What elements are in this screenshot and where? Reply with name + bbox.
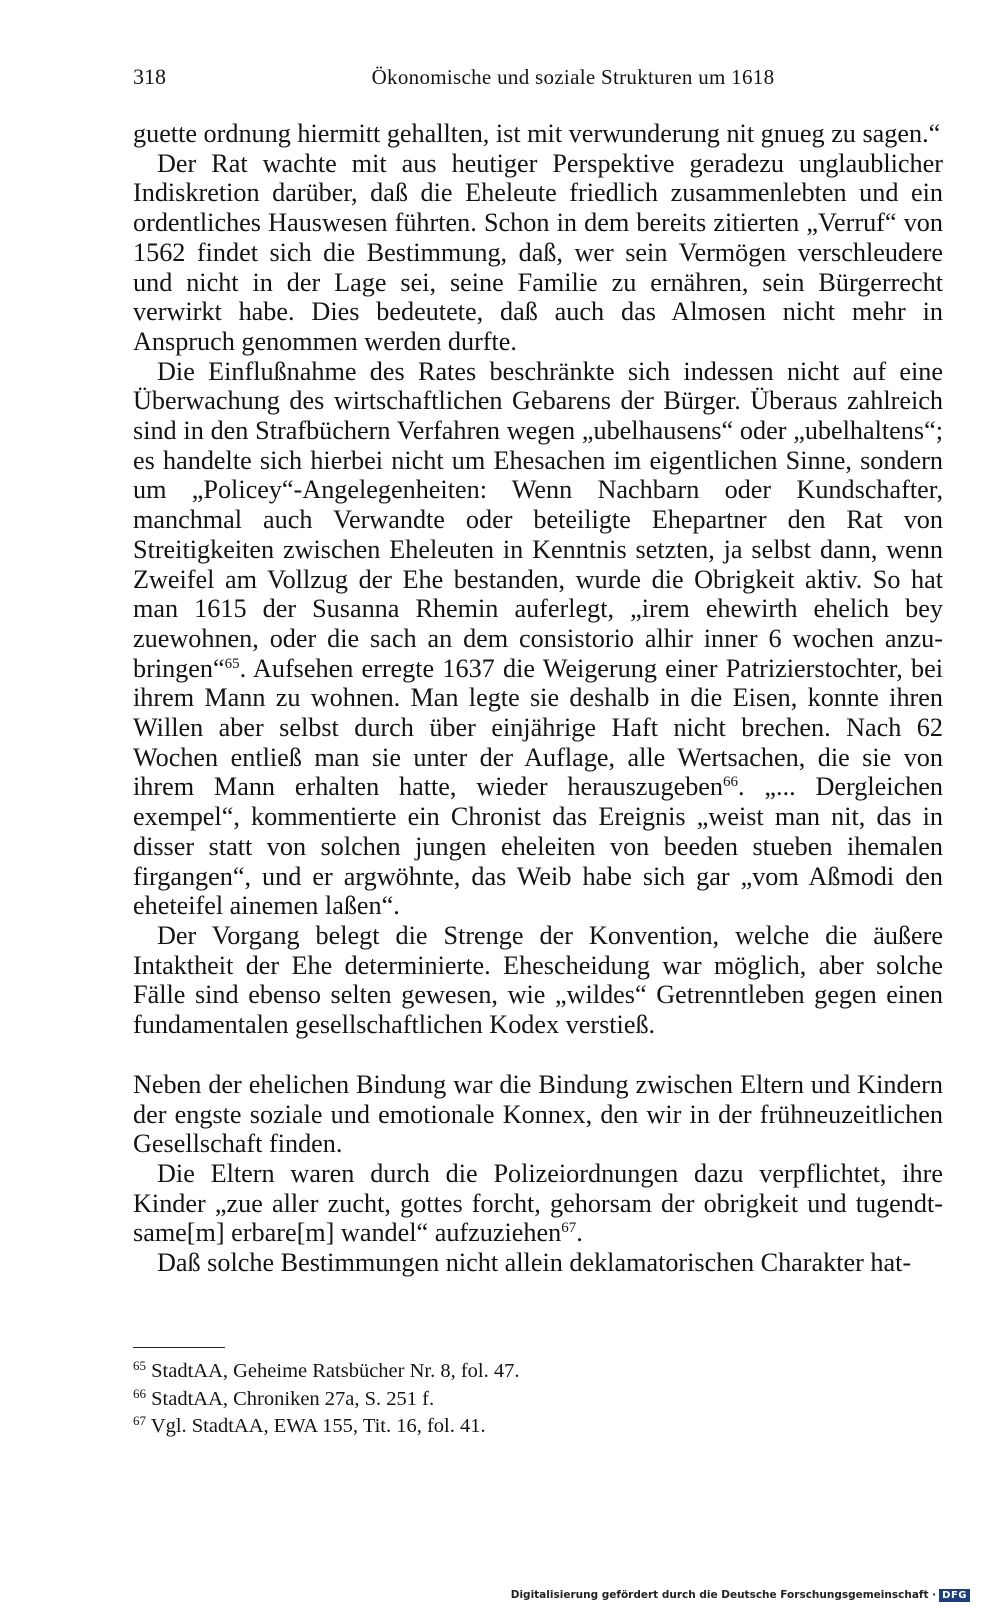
paragraph-text: . „... Dergleichen exempel“, kommentierte ein Chronist das Ereignis „weist man nit, das in disser statt von solchen jungen eheleiten von beeden stueben ihemalen firgangen“, und er argwöhnte, das Weib habe sich gar „vom Aßmodi den eheteifel ainemen laßen“. (133, 772, 943, 921)
page-number: 318 (133, 64, 166, 89)
footnote (133, 1413, 913, 1441)
footnote-divider (133, 1347, 225, 1348)
digitization-credit (511, 1586, 970, 1604)
paragraph-text: . Aufsehen erregte 1637 die Weigerung einer Patrizierstochter, bei ihrem Mann zu wohnen. Man legte sie deshalb in die Eisen, konnte ihren Willen aber selbst durch über einjährige Haft nicht brechen. Nach 62 Wochen entließ man sie unter der Auflage, alle Wertsachen, die sie von ihrem Mann erhalten hatte, wieder herauszugeben (133, 653, 943, 802)
paragraph-text: . (576, 1218, 583, 1248)
paragraph-text: Die Eltern waren durch die Polizeiordnungen dazu verpflichtet, ihre Kinder „zue aller zucht, gottes forcht, gehorsam der obrigkeit und tugendtsame[m] erbare[m] wandel“ aufzuziehen (133, 1158, 943, 1248)
footnote-ref-66[interactable]: 66 (723, 774, 739, 791)
footnote-text: StadtAA, Chroniken 27a, S. 251 f. (151, 1387, 435, 1410)
paragraph: Der Rat wachte mit aus heutiger Perspektive geradezu unglaublicher Indiskretion darüber, daß die Eheleute friedlich zusammenlebten und ein ordentliches Hauswesen führten. Schon in dem bereits zitierten „Verruf“ von 1562 findet sich die Bestimmung, daß, wer sein Vermögen verschleudere und nicht in der Lage sei, seine Familie zu ernähren, sein Bürgerrecht verwirkt habe. Dies bedeutete, daß auch das Almosen nicht mehr in Anspruch genommen werden durfte. (133, 148, 943, 356)
footnote-text: StadtAA, Geheime Ratsbücher Nr. 8, fol. 47. (151, 1360, 520, 1382)
paragraph (133, 1159, 943, 1248)
dfg-logo: DFG (939, 1589, 970, 1602)
footnote-ref-67[interactable]: 67 (561, 1220, 577, 1237)
footnotes (133, 1358, 913, 1441)
footnote (133, 1358, 913, 1386)
footnote-number: 67 (133, 1413, 146, 1428)
paragraph: Daß solche Bestimmungen nicht allein deklamatorischen Charakter hat- (157, 1248, 912, 1278)
running-header (133, 62, 943, 92)
footnote (133, 1386, 913, 1414)
paragraph: guette ordnung hiermitt gehallten, ist mit verwunderung nit gnueg zu sagen.“ (133, 119, 941, 148)
footnote-ref-65[interactable]: 65 (224, 655, 240, 672)
paragraph (133, 357, 943, 921)
paragraph-text: Die Einflußnahme des Rates beschränkte sich indessen nicht auf eine Überwachung des wirtschaftlichen Gebarens der Bürger. Überaus zahlreich sind in den Strafbüchern Verfahren wegen „ubelhausens“ oder „ubelhaltens“; es handelte sich hierbei nicht um Ehesachen im eigentlichen Sinne, sondern um „Policey“-Angelegenheiten: Wenn Nachbarn oder Kundschafter, manchmal auch Verwandte oder beteiligte Ehepartner den Rat von Streitigkeiten zwischen Eheleuten in Kenntnis setzten, ja selbst dann, wenn Zweifel am Vollzug der Ehe bestanden, wurde die Obrigkeit aktiv. So hat man 1615 der Susanna Rhemin auferlegt, „irem ehewirth ehelich bey zuewohnen, oder die sach an dem consistorio alhir inner 6 wochen anzubringen“ (133, 356, 943, 683)
paragraph: Der Vorgang belegt die Strenge der Konvention, welche die äußere Intaktheit der Ehe determinierte. Ehescheidung war möglich, aber solche Fälle sind ebenso selten gewesen, wie „wildes“ Getrenntleben gegen einen fundamentalen gesellschaftlichen Kodex verstieß. (133, 920, 943, 1040)
main-text (133, 119, 943, 1278)
footnote-text: Vgl. StadtAA, EWA 155, Tit. 16, fol. 41. (150, 1415, 486, 1437)
running-title: Ökonomische und soziale Strukturen um 1618 (371, 65, 775, 89)
credit-text: Digitalisierung gefördert durch die Deutsche Forschungsgemeinschaft · (510, 1589, 937, 1601)
footnote-number: 66 (133, 1385, 146, 1401)
paragraph: Neben der ehelichen Bindung war die Bindung zwischen Eltern und Kindern der engste soziale und emotionale Konnex, den wir in der frühneuzeitlichen Gesellschaft finden. (133, 1069, 943, 1159)
footnote-number: 65 (133, 1358, 146, 1373)
